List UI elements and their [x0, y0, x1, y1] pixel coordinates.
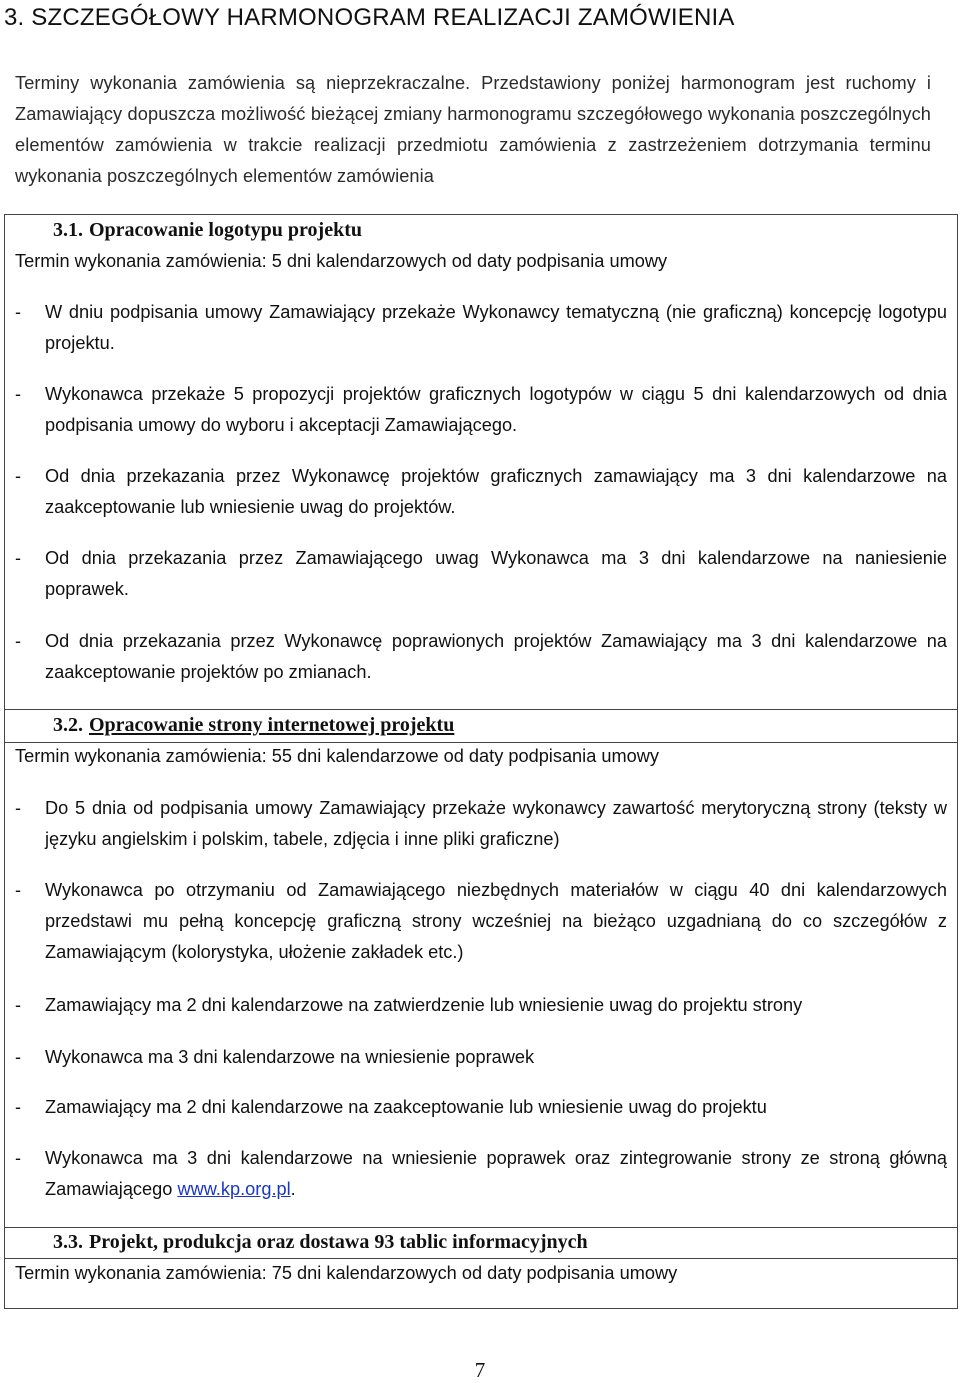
section-number: 3.2. — [53, 714, 83, 736]
website-link[interactable]: www.kp.org.pl — [177, 1179, 291, 1199]
list-item-text: Wykonawca po otrzymaniu od Zamawiającego niezbędnych materiałów w ciągu 40 dni kalendarzowych przedstawi mu pełną koncepcję graficzną strony wcześniej na bieżąco uzgadnianą do co szczegółów z Zamawiającym (kolorystyka, ułożenie zakładek etc.) — [45, 880, 947, 962]
list-item-text: Zamawiający ma 2 dni kalendarzowe na zaakceptowanie lub wniesienie uwag do projektu — [45, 1097, 767, 1117]
section-title: Projekt, produkcja oraz dostawa 93 tablic informacyjnych — [89, 1231, 588, 1253]
dash-bullet: - — [15, 384, 21, 404]
list-item-text: Wykonawca przekaże 5 propozycji projektów graficznych logotypów w ciągu 5 dni kalendarzowych od dnia podpisania umowy do wyboru i akceptacji Zamawiającego. — [45, 384, 947, 435]
term-divider — [5, 1258, 957, 1259]
section-title: Opracowanie strony internetowej projektu — [89, 714, 455, 736]
section-3-3-term: Termin wykonania zamówienia: 75 dni kalendarzowych od daty podpisania umowy — [15, 1263, 678, 1283]
list-item-text: Wykonawca ma 3 dni kalendarzowe na wniesienie poprawek — [45, 1047, 535, 1067]
list-item-text: Od dnia przekazania przez Wykonawcę poprawionych projektów Zamawiający ma 3 dni kalendarzowe na zaakceptowanie projektów po zmianach. — [45, 631, 947, 682]
list-item-text: W dniu podpisania umowy Zamawiający przekaże Wykonawcy tematyczną (nie graficzną) koncepcję logotypu projektu. — [45, 302, 947, 353]
term-divider — [5, 742, 957, 743]
list-item-text: Od dnia przekazania przez Wykonawcę projektów graficznych zamawiający ma 3 dni kalendarzowe na zaakceptowanie lub wniesienie uwag do projektów. — [45, 466, 947, 517]
list-item-text: Zamawiający ma 2 dni kalendarzowe na zatwierdzenie lub wniesienie uwag do projektu strony — [45, 995, 803, 1015]
document-title: 3. SZCZEGÓŁOWY HARMONOGRAM REALIZACJI ZAMÓWIENIA — [4, 4, 735, 31]
section-divider — [5, 1227, 957, 1228]
list-item-text: Do 5 dnia od podpisania umowy Zamawiający przekaże wykonawcy zawartość merytoryczną strony (teksty w języku angielskim i polskim, tabele, zdjęcia i inne pliki graficzne) — [45, 798, 947, 849]
list-item-text-part: Wykonawca ma 3 dni kalendarzowe na wniesienie poprawek oraz zintegrowanie strony ze stroną główną Zamawiającego — [45, 1148, 947, 1199]
dash-bullet: - — [15, 1047, 21, 1067]
dash-bullet: - — [15, 995, 21, 1015]
section-number: 3.1. — [53, 219, 83, 241]
dash-bullet: - — [15, 798, 21, 818]
section-divider — [5, 709, 957, 710]
section-3-3-heading — [53, 1230, 588, 1254]
dash-bullet: - — [15, 880, 21, 900]
section-3-1-heading — [53, 218, 362, 242]
section-3-2-term: Termin wykonania zamówienia: 55 dni kalendarzowe od daty podpisania umowy — [15, 746, 659, 766]
dash-bullet: - — [15, 1148, 21, 1168]
intro-paragraph: Terminy wykonania zamówienia są nieprzekraczalne. Przedstawiony poniżej harmonogram jest ruchomy i Zamawiający dopuszcza możliwość bieżącej zmiany harmonogramu szczegółowego wykonania poszczególnych elementów zamówienia w trakcie realizacji przedmiotu zamówienia z zastrzeżeniem dotrzymania terminu wykonania poszczególnych elementów zamówienia — [15, 73, 931, 186]
dash-bullet: - — [15, 1097, 21, 1117]
dash-bullet: - — [15, 631, 21, 651]
section-title: Opracowanie logotypu projektu — [89, 219, 362, 241]
schedule-table — [4, 214, 958, 1309]
dash-bullet: - — [15, 466, 21, 486]
list-item-text — [45, 1143, 947, 1205]
dash-bullet: - — [15, 302, 21, 322]
list-item-text-part: . — [290, 1179, 296, 1199]
section-3-2-heading — [53, 713, 454, 737]
page-number: 7 — [474, 1358, 486, 1382]
section-3-1-term: Termin wykonania zamówienia: 5 dni kalendarzowych od daty podpisania umowy — [15, 251, 668, 271]
dash-bullet: - — [15, 548, 21, 568]
section-number: 3.3. — [53, 1231, 83, 1253]
list-item-text: Od dnia przekazania przez Zamawiającego uwag Wykonawca ma 3 dni kalendarzowe na naniesienie poprawek. — [45, 548, 947, 599]
